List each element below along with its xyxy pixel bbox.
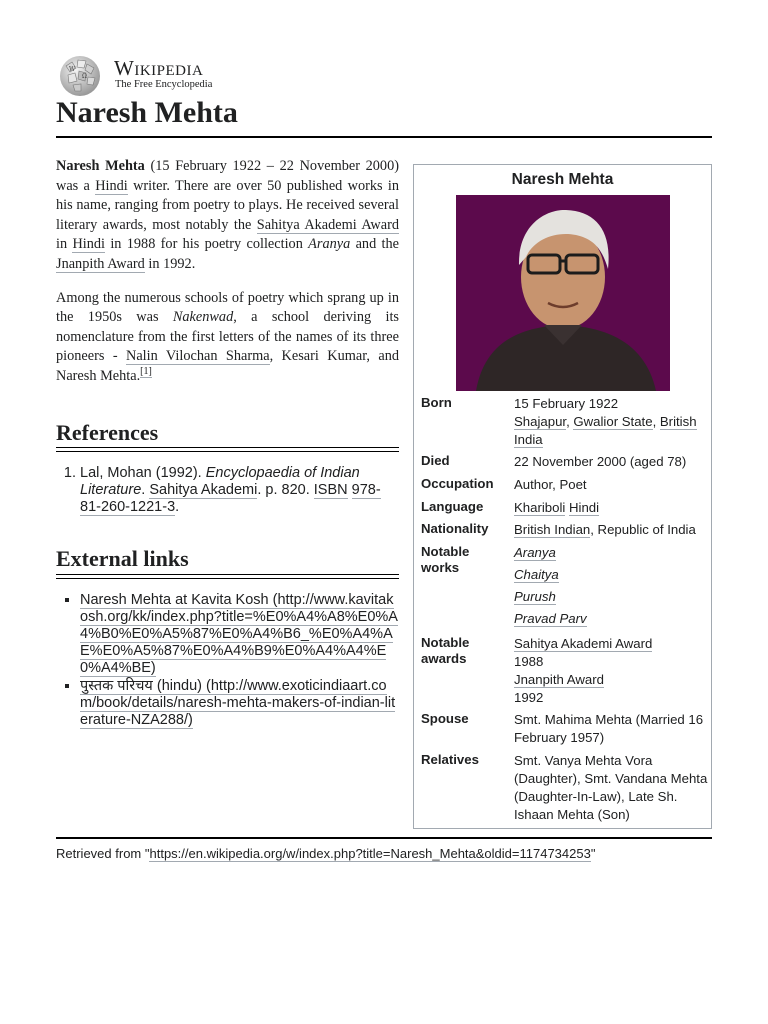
svg-text:W: W [69, 66, 76, 73]
retrieved-from-note [56, 846, 595, 861]
external-link-item [80, 678, 399, 729]
link-hindi[interactable]: Hindi [95, 177, 128, 194]
notable-works-list [514, 544, 710, 632]
link-work-purush[interactable]: Purush [514, 589, 556, 604]
text-span: in [56, 236, 73, 253]
wikipedia-globe-icon [56, 54, 104, 98]
text-span: Retrieved from " [56, 846, 150, 861]
link-sahitya-akademi-award[interactable]: Sahitya Akademi Award [256, 216, 399, 233]
link-sahitya-akademi[interactable]: Sahitya Akademi [149, 482, 258, 498]
text-span: Lal, Mohan (1992). [80, 465, 206, 481]
link-award-jnanpith[interactable]: Jnanpith Award [514, 672, 604, 687]
text-span: in 1992. [144, 255, 196, 272]
text-span: . [141, 482, 150, 498]
link-british-indian[interactable]: British Indian [514, 522, 591, 537]
wikipedia-wordmark: Wikipedia [114, 56, 204, 80]
infobox-title: Naresh Mehta [511, 171, 614, 188]
notable-awards-list [514, 635, 710, 707]
text-span: and the [350, 236, 399, 253]
portrait-image[interactable] [456, 195, 670, 391]
link-shajapur[interactable]: Shajapur [514, 414, 567, 429]
link-permanent-url[interactable]: https://en.wikipedia.org/w/index.php?title=Naresh_Mehta&oldid=1174734253 [149, 846, 591, 861]
link-jnanpith-award[interactable]: Jnanpith Award [56, 255, 145, 272]
spouse-value: Smt. Mahima Mehta (Married 16 February 1957) [514, 712, 704, 745]
award-year: 1992 [514, 690, 544, 705]
text-span: in 1988 for his poetry collection [105, 236, 309, 253]
text-span: , [652, 414, 660, 429]
link-nalin-vilochan-sharma[interactable]: Nalin Vilochan Sharma [126, 348, 270, 365]
wikipedia-tagline: The Free Encyclopedia [115, 79, 213, 90]
lead-paragraph-2 [56, 289, 399, 387]
text-span: (15 February 1922 – 22 November 2000) was a [56, 158, 399, 194]
text-span: writer. There are over 50 published works in his name, ranging from poetry to plays. He received several literary awards, most notably the [56, 177, 399, 233]
language-label: Language [421, 499, 484, 514]
link-british-india[interactable]: British India [514, 414, 697, 447]
died-value: 22 November 2000 (aged 78) [514, 454, 687, 469]
link-khariboli[interactable]: Khariboli [514, 500, 566, 515]
external-links-heading: External links [56, 546, 189, 571]
link-isbn-label[interactable]: ISBN [313, 482, 348, 498]
subject-name: Naresh Mehta [56, 158, 145, 174]
link-work-chaitya[interactable]: Chaitya [514, 567, 559, 582]
wikipedia-logo[interactable] [56, 54, 246, 98]
infobox [413, 164, 712, 829]
text-span: " [590, 846, 596, 861]
reference-book-title: Encyclopaedia of Indian Literature [80, 465, 360, 498]
svg-text:Ω: Ω [82, 73, 87, 80]
link-work-aranya[interactable]: Aranya [514, 545, 556, 560]
work-title-aranya: Aranya [308, 236, 351, 253]
occupation-label: Occupation [421, 476, 494, 491]
text-span: , Kesari Kumar, and Naresh Mehta. [56, 348, 400, 384]
occupation-value: Author, Poet [514, 477, 587, 492]
page-title: Naresh Mehta [56, 96, 238, 129]
spouse-label: Spouse [421, 711, 469, 726]
citation-1-link[interactable]: [1] [140, 366, 152, 378]
text-span: . [175, 499, 180, 515]
school-nakenwad: Nakenwad [172, 309, 234, 326]
link-gwalior-state[interactable]: Gwalior State [573, 414, 653, 429]
references-heading: References [56, 420, 159, 445]
reference-item [80, 465, 399, 516]
lead-section [56, 157, 399, 401]
notable-works-label: Notable works [421, 544, 470, 575]
link-exotic-india-book[interactable]: पुस्तक परिचय (hindu) (http://www.exoticindiaart.com/book/details/naresh-mehta-makers-of-indian-literature-NZA288/) [80, 678, 396, 728]
text-span: , a school deriving its nomenclature from the first letters of the names of its three pioneers - [56, 309, 399, 365]
link-hindi-2[interactable]: Hindi [72, 236, 106, 253]
link-kavita-kosh[interactable]: Naresh Mehta at Kavita Kosh (http://www.kavitakosh.org/kk/index.php?title=%E0%A4%A8%E0%A4%B0%E0%A5%87%E0%A4%B6_%E0%A4%AE%E0%A5%87%E0%A4%B9%E0%A4%A4%E0%A4%BE) [80, 592, 398, 676]
language-value [514, 499, 710, 517]
nationality-value [514, 521, 710, 539]
award-year: 1988 [514, 654, 544, 669]
relatives-label: Relatives [421, 752, 479, 767]
external-links-divider [56, 574, 399, 579]
link-award-sahitya-akademi[interactable]: Sahitya Akademi Award [514, 636, 653, 651]
link-isbn-number[interactable]: 978-81-260-1221-3 [80, 482, 381, 515]
text-span: Among the numerous schools of poetry which sprang up in the 1950s was [56, 289, 399, 326]
relatives-value: Smt. Vanya Mehta Vora (Daughter), Smt. Vandana Mehta (Daughter-In-Law), Late Sh. Ishaan Mehta (Son) [514, 753, 708, 822]
external-links-list [56, 592, 399, 730]
text-span: , [566, 414, 574, 429]
died-label: Died [421, 453, 450, 468]
references-divider [56, 447, 399, 452]
footer-divider [56, 837, 712, 839]
link-hindi-language[interactable]: Hindi [569, 500, 600, 515]
title-divider [56, 136, 712, 138]
lead-paragraph-1 [56, 157, 399, 275]
external-link-item [80, 592, 399, 677]
born-place [514, 413, 710, 449]
born-label: Born [421, 395, 452, 410]
born-date: 15 February 1922 [514, 396, 619, 411]
born-value [514, 395, 710, 449]
link-work-pravad-parv[interactable]: Pravad Parv [514, 611, 587, 626]
notable-awards-label: Notable awards [421, 635, 470, 666]
nationality-label: Nationality [421, 521, 489, 536]
references-list [56, 465, 399, 516]
text-span: . p. 820. [257, 482, 314, 498]
text-span: , Republic of India [590, 522, 696, 537]
